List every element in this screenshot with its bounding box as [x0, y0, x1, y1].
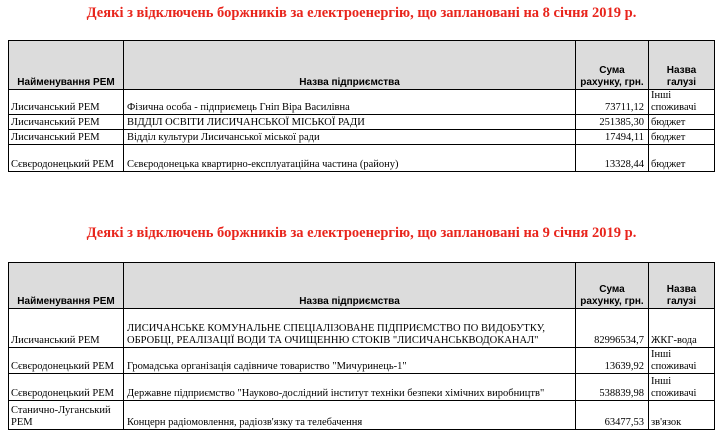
table-row — [9, 145, 715, 172]
row-industry: бюджет — [649, 130, 715, 145]
header-industry: Назва галузі — [649, 263, 715, 309]
row-enterprise: Державне підприємство "Науково-дослідний інститут техніки безпеки хімічних виробництв" — [124, 374, 576, 401]
row-rem: Лисичанський РЕМ — [9, 309, 124, 348]
row-amount: 17494,11 — [576, 130, 649, 145]
row-enterprise: ВІДДІЛ ОСВІТИ ЛИСИЧАНСЬКОЇ МІСЬКОЇ РАДИ — [124, 115, 576, 130]
row-industry: бюджет — [649, 145, 715, 172]
row-industry: бюджет — [649, 115, 715, 130]
row-amount: 73711,12 — [576, 90, 649, 115]
table-row — [9, 130, 715, 145]
header-rem: Найменування РЕМ — [9, 41, 124, 90]
section-2-table — [8, 262, 715, 430]
row-enterprise: Концерн радіомовлення, радіозв'язку та телебачення — [124, 401, 576, 430]
table-header-row — [9, 41, 715, 90]
header-amount: Сума рахунку, грн. — [576, 41, 649, 90]
table-header-row — [9, 263, 715, 309]
row-rem: Сєвєродонецький РЕМ — [9, 145, 124, 172]
row-industry: Інші споживачі — [649, 348, 715, 374]
row-amount: 13328,44 — [576, 145, 649, 172]
table-row — [9, 374, 715, 401]
header-rem: Найменування РЕМ — [9, 263, 124, 309]
row-enterprise: ЛИСИЧАНСЬКЕ КОМУНАЛЬНЕ СПЕЦІАЛІЗОВАНЕ ПІДПРИЄМСТВО ПО ВИДОБУТКУ, ОБРОБЦІ, РЕАЛІЗАЦІЇ ВОДИ ТА ОЧИЩЕННЮ СТОКІВ "ЛИСИЧАНСЬКВОДОКАНАЛ" — [124, 309, 576, 348]
row-rem: Станично-Луганський РЕМ — [9, 401, 124, 430]
row-enterprise: Відділ культури Лисичанської міської ради — [124, 130, 576, 145]
row-industry: зв'язок — [649, 401, 715, 430]
row-rem: Сєвєродонецький РЕМ — [9, 348, 124, 374]
row-amount: 82996534,7 — [576, 309, 649, 348]
header-enterprise: Назва підприємства — [124, 263, 576, 309]
header-enterprise: Назва підприємства — [124, 41, 576, 90]
row-amount: 538839,98 — [576, 374, 649, 401]
row-enterprise: Сєвєродонецька квартирно-експлуатаційна частина (району) — [124, 145, 576, 172]
table-row — [9, 401, 715, 430]
row-industry: Інші споживачі — [649, 90, 715, 115]
row-rem: Лисичанський РЕМ — [9, 90, 124, 115]
row-enterprise: Фізична особа - підприємець Гніп Віра Василівна — [124, 90, 576, 115]
row-amount: 251385,30 — [576, 115, 649, 130]
row-rem: Сєвєродонецький РЕМ — [9, 374, 124, 401]
header-amount: Сума рахунку, грн. — [576, 263, 649, 309]
section-1-title: Деякі з відключень боржників за електроенергію, що заплановані на 8 січня 2019 р. — [86, 5, 637, 21]
section-1-table — [8, 40, 715, 172]
table-row — [9, 115, 715, 130]
row-industry: ЖКГ-вода — [649, 309, 715, 348]
row-rem: Лисичанський РЕМ — [9, 115, 124, 130]
row-amount: 13639,92 — [576, 348, 649, 374]
row-amount: 63477,53 — [576, 401, 649, 430]
header-industry: Назва галузі — [649, 41, 715, 90]
table-row — [9, 90, 715, 115]
row-rem: Лисичанський РЕМ — [9, 130, 124, 145]
section-2-title: Деякі з відключень боржників за електроенергію, що заплановані на 9 січня 2019 р. — [86, 225, 637, 241]
table-row — [9, 348, 715, 374]
row-enterprise: Громадська організація садівниче товариство "Мичуринець-1" — [124, 348, 576, 374]
table-row — [9, 309, 715, 348]
row-industry: Інші споживачі — [649, 374, 715, 401]
